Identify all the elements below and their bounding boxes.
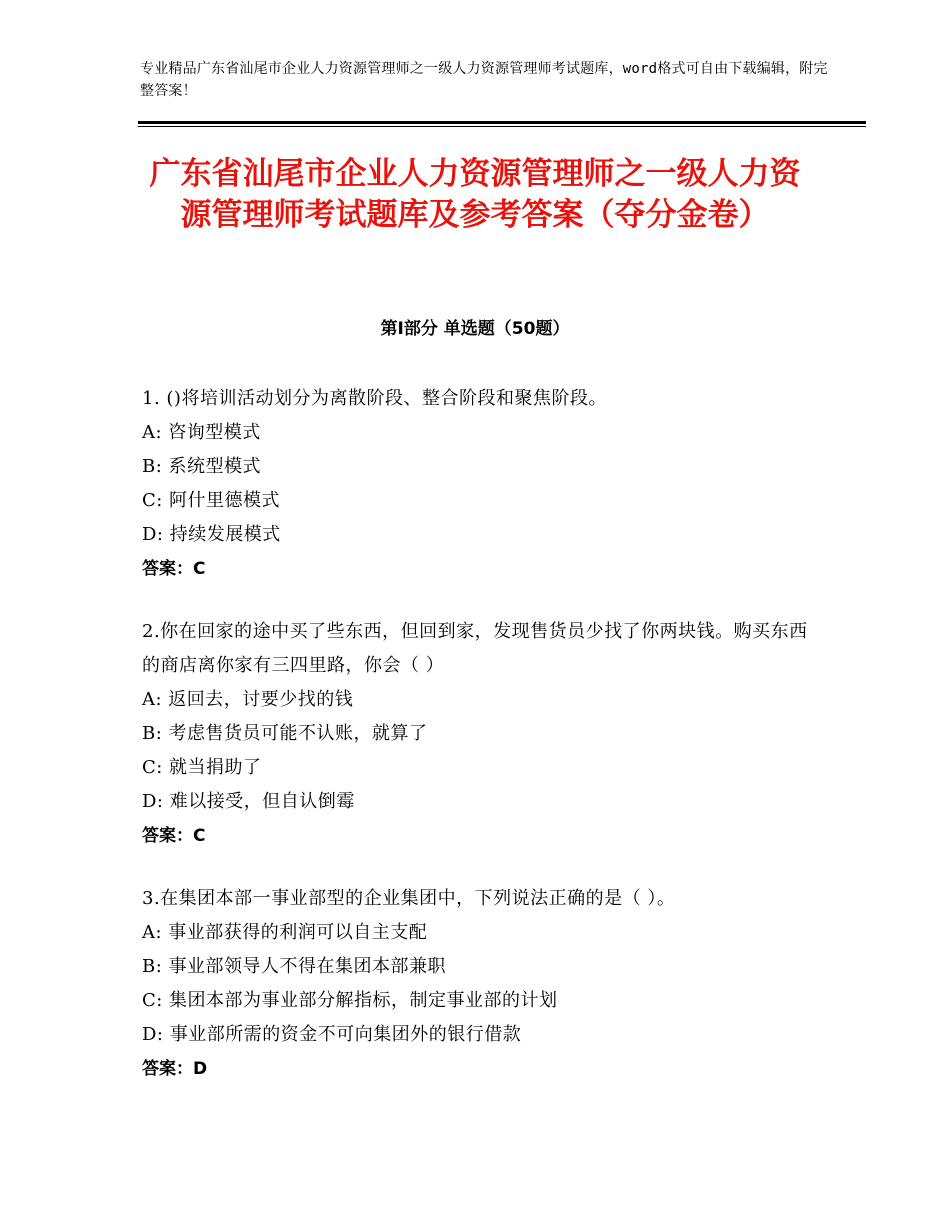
header-note: 专业精品广东省汕尾市企业人力资源管理师之一级人力资源管理师考试题库，word格式可自由下载编辑，附完整答案！ <box>140 61 828 99</box>
option-c: C: 集团本部为事业部分解指标，制定事业部的计划 <box>142 990 558 1011</box>
section-heading: 第Ⅰ部分 单选题（50题） <box>380 319 570 339</box>
answer: 答案：C <box>142 826 206 846</box>
option-b: B: 事业部领导人不得在集团本部兼职 <box>142 956 447 977</box>
header-divider-thin <box>138 126 866 127</box>
option-b: B: 系统型模式 <box>142 456 262 477</box>
question-stem: 1. ()将培训活动划分为离散阶段、整合阶段和聚焦阶段。 <box>142 388 607 409</box>
option-a: A: 咨询型模式 <box>142 422 261 443</box>
question-stem: 3.在集团本部一事业部型的企业集团中，下列说法正确的是（ ）。 <box>142 888 676 909</box>
option-b: B: 考虑售货员可能不认账，就算了 <box>142 723 428 744</box>
option-d: D: 难以接受，但自认倒霉 <box>142 791 355 812</box>
option-c: C: 就当捐助了 <box>142 757 262 778</box>
answer: 答案：C <box>142 559 206 579</box>
document-title: 广东省汕尾市企业人力资源管理师之一级人力资源管理师考试题库及参考答案（夺分金卷） <box>149 156 801 233</box>
option-d: D: 持续发展模式 <box>142 524 281 545</box>
question-2 <box>142 615 822 853</box>
option-a: A: 返回去，讨要少找的钱 <box>142 689 354 710</box>
option-a: A: 事业部获得的利润可以自主支配 <box>142 922 428 943</box>
question-1 <box>142 382 822 586</box>
question-list <box>142 382 822 1115</box>
header-divider-thick <box>138 121 866 124</box>
option-c: C: 阿什里德模式 <box>142 490 281 511</box>
answer: 答案：D <box>142 1059 208 1079</box>
question-3 <box>142 882 822 1086</box>
option-d: D: 事业部所需的资金不可向集团外的银行借款 <box>142 1024 522 1045</box>
question-stem: 2.你在回家的途中买了些东西，但回到家，发现售货员少找了你两块钱。购买东西的商店离你家有三四里路，你会（ ） <box>142 621 808 676</box>
